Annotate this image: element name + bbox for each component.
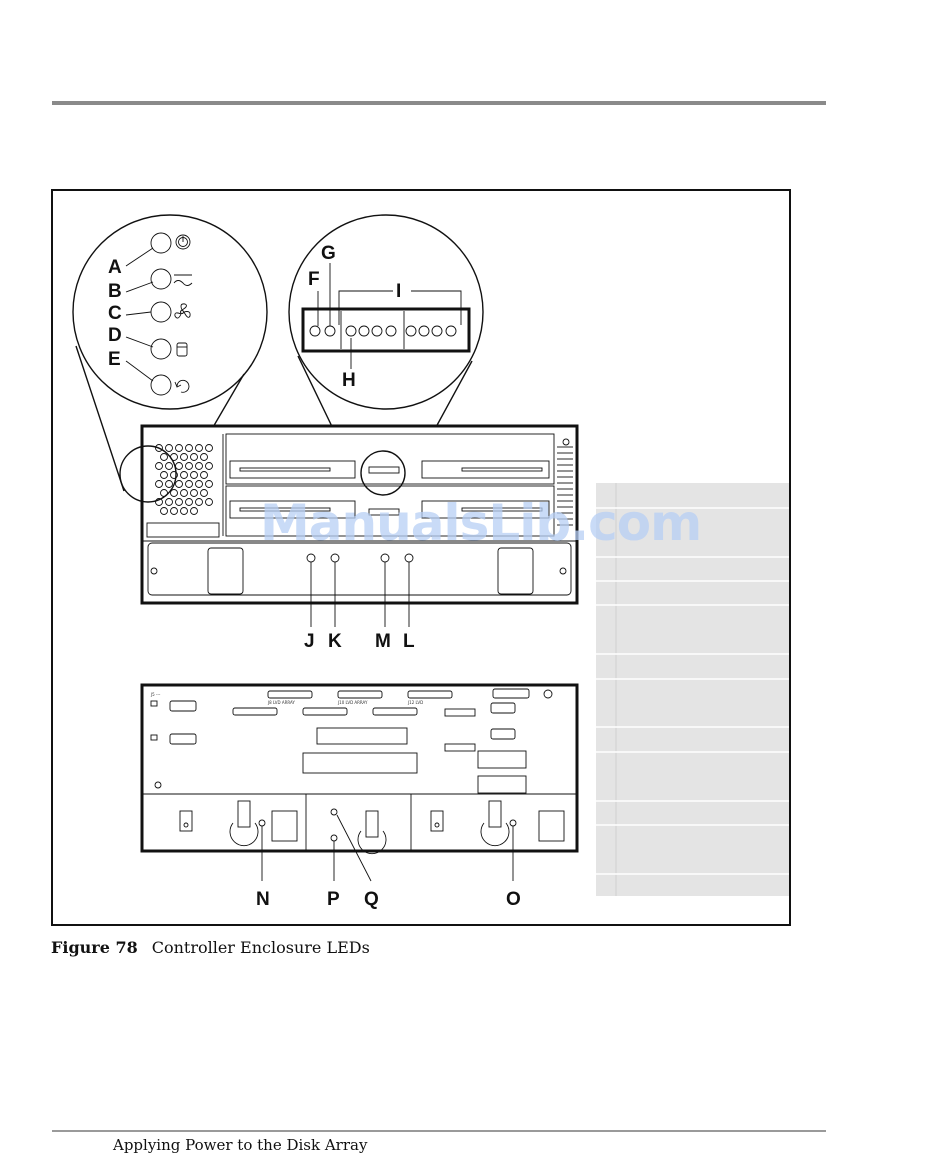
svg-text:J10 LVD ARRAY: J10 LVD ARRAY	[338, 700, 368, 705]
callout-n: N	[256, 889, 270, 910]
power-icon	[176, 235, 190, 249]
callout-f: F	[308, 269, 320, 290]
fan-icon	[175, 304, 190, 318]
figure-frame	[51, 189, 791, 926]
callout-b: B	[108, 281, 122, 302]
callout-o: O	[506, 889, 521, 910]
disk-icon	[177, 343, 187, 356]
footer-rule	[52, 1130, 826, 1132]
cycle-icon	[175, 380, 189, 392]
callout-i: I	[396, 281, 402, 302]
callout-a: A	[108, 257, 122, 278]
callout-l: L	[403, 631, 415, 652]
callout-c: C	[108, 303, 122, 324]
figure-caption	[51, 938, 370, 957]
callout-g: G	[321, 243, 336, 264]
svg-text:J8 LVD ARRAY: J8 LVD ARRAY	[268, 700, 295, 705]
svg-text:J5 ---: J5 ---	[151, 692, 161, 697]
ac-power-icon	[174, 275, 192, 286]
page-footer: Applying Power to the Disk Array	[113, 1136, 368, 1154]
rear-enclosure	[142, 685, 577, 910]
callout-p: P	[327, 889, 340, 910]
callout-q: Q	[364, 889, 379, 910]
callout-h: H	[342, 370, 356, 391]
callout-m: M	[375, 631, 391, 652]
figure-title: Controller Enclosure LEDs	[151, 938, 370, 957]
header-rule	[52, 101, 826, 105]
figure-number: Figure 78	[51, 938, 138, 957]
svg-text:J12 LVD: J12 LVD	[408, 700, 424, 705]
watermark: ManualsLib.com	[260, 494, 702, 552]
callout-e: E	[108, 349, 121, 370]
controller-enclosure-diagram	[53, 191, 789, 924]
callout-d: D	[108, 325, 122, 346]
callout-j: J	[304, 631, 315, 652]
callout-k: K	[328, 631, 342, 652]
